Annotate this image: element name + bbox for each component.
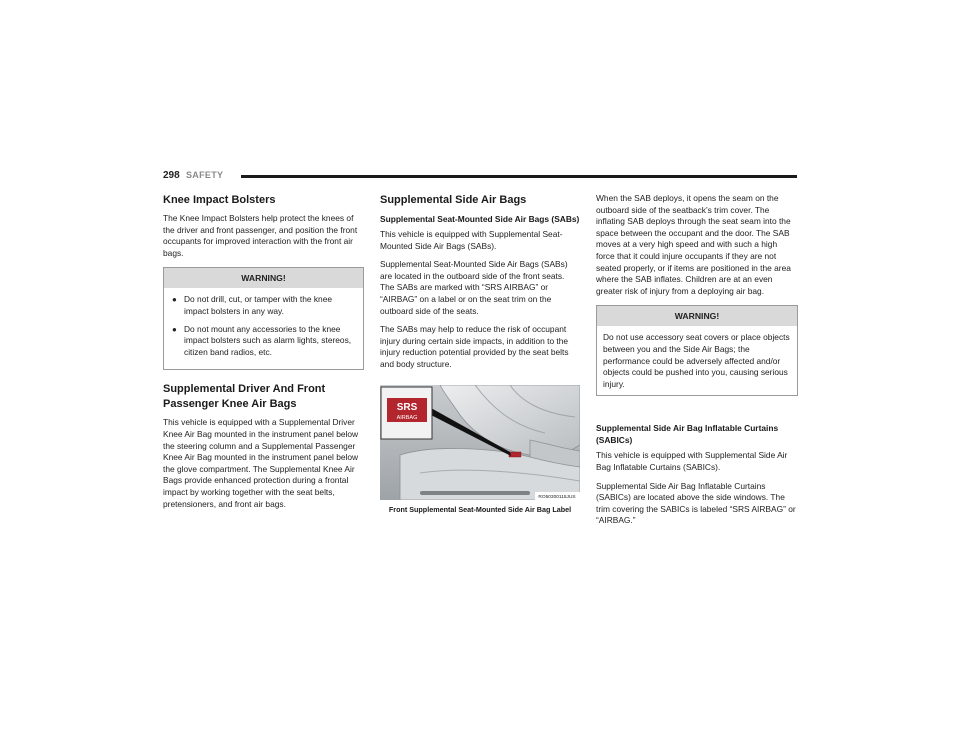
knee-airbags-heading: Supplemental Driver And Front Passenger Knee Air Bags <box>163 383 326 411</box>
seat-airbag-figure <box>380 385 580 500</box>
page-header <box>163 170 797 184</box>
page-number: 298 <box>163 170 180 181</box>
column-3 <box>596 193 798 534</box>
warning-item-text: Do not mount any accessories to the knee impact bolsters such as alarm lights, stereos, citizen band radios, etc. <box>184 323 352 357</box>
warning-body <box>597 326 797 395</box>
warning-title: WARNING! <box>597 306 797 326</box>
sab-subheading: Supplemental Seat-Mounted Side Air Bags (SABs) <box>380 214 580 224</box>
column-2 <box>380 193 580 514</box>
column-1 <box>163 193 364 517</box>
side-airbags-heading: Supplemental Side Air Bags <box>380 194 527 206</box>
label-text-srs: SRS <box>396 401 418 413</box>
knee-airbags-paragraph: This vehicle is equipped with a Supplemental Driver Knee Air Bag mounted in the instrument panel below the steering column and a Supplemental Passenger Knee Air Bag mounted in the instrument panel below the glove compartment. The Supplemental Knee Air Bags provide enhanced protection during a frontal impact by working together with the seat belts, pretensioners, and front air bags. <box>163 417 359 509</box>
label-text-airbag: AIRBAG <box>396 414 418 421</box>
warning-box-seat-covers <box>596 305 798 396</box>
warning-item-text: Do not drill, cut, or tamper with the knee impact bolsters in any way. <box>184 294 333 316</box>
sabic-paragraph-2: Supplemental Side Air Bag Inflatable Curtains (SABICs) are located above the side windows. The trim covering the SABICs is labeled “SRS AIRBAG” or “AIRBAG.” <box>596 480 796 526</box>
deploy-paragraph: When the SAB deploys, it opens the seam on the outboard side of the seatback’s trim cover. The inflating SAB deploys through the seat seam into the space between the occupant and the door. The SAB moves at a very high speed and with such a high force that it could injure occupants if they are not seated properly, or if items are positioned in the area where the SAB inflates. Children are at an even greater risk of injury from a deploying air bag. <box>596 193 791 296</box>
sabic-paragraph-1: This vehicle is equipped with Supplemental Side Air Bag Inflatable Curtains (SABICs). <box>596 450 788 472</box>
warning-item <box>170 294 357 317</box>
warning-body <box>164 288 363 369</box>
knee-bolsters-heading: Knee Impact Bolsters <box>163 194 276 206</box>
knee-bolsters-paragraph: The Knee Impact Bolsters help protect the knees of the driver and front passenger, and position the front occupants for improved interaction with the front air bags. <box>163 213 358 258</box>
sab-paragraph-2: Supplemental Seat-Mounted Side Air Bags (SABs) are located in the outboard side of the front seats. The SABs are marked with “SRS AIRBAG” or “AIRBAG” on a label or on the seat trim on the outboard side of the seats. <box>380 259 568 316</box>
sabic-subheading: Supplemental Side Air Bag Inflatable Curtains (SABICs) <box>596 423 779 446</box>
bullet-icon: ● <box>172 324 177 334</box>
warning-title: WARNING! <box>164 268 363 288</box>
section-name: SAFETY <box>186 170 224 180</box>
seat-illustration <box>380 385 580 500</box>
warning-box-knee <box>163 267 364 370</box>
sab-paragraph-3: The SABs may help to reduce the risk of occupant injury during certain side impacts, in addition to the injury reduction potential provided by the seat belts and body structure. <box>380 324 569 369</box>
warning-item <box>170 324 357 359</box>
spacer <box>596 408 798 422</box>
warning-text: Do not use accessory seat covers or place objects between you and the Side Air Bags; the performance could be adversely affected and/or objects could be pushed into you, causing serious injury. <box>603 332 790 389</box>
figure-caption: Front Supplemental Seat-Mounted Side Air Bag Label <box>388 504 572 514</box>
bullet-icon: ● <box>172 295 177 305</box>
sab-paragraph-1: This vehicle is equipped with Supplemental Seat-Mounted Side Air Bags (SABs). <box>380 229 563 251</box>
figure-code: RO50300115JUS <box>538 494 576 500</box>
header-rule <box>241 175 797 178</box>
